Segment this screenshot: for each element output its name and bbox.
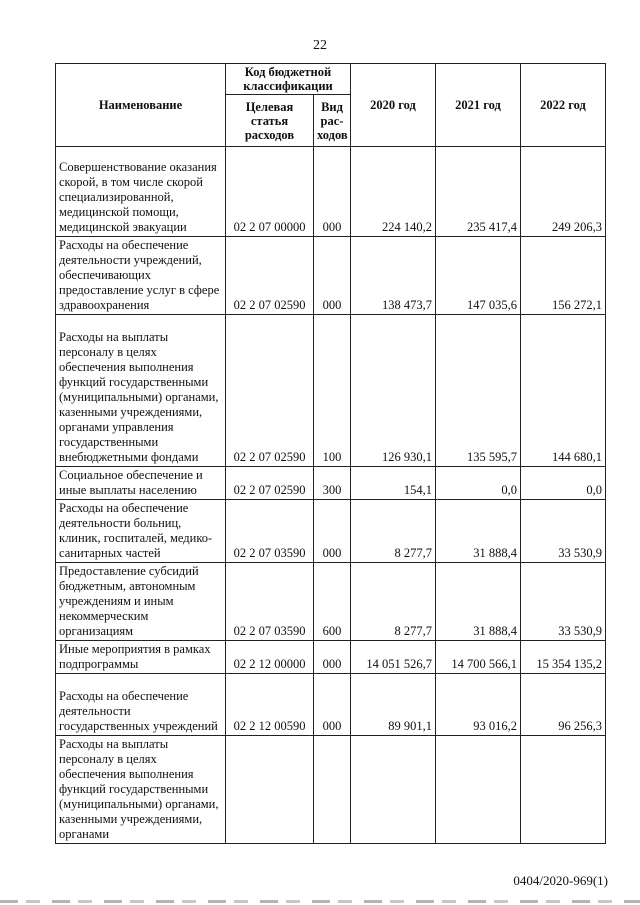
table-row [56, 315, 606, 467]
row-name: Расходы на выплаты персоналу в целях обеспечения выполнения функций государственными (муниципальными) органами, казенными учреждениями, органами управления государственными внебюджетными фондами [56, 315, 226, 467]
row-article: 02 2 07 02590 [226, 315, 314, 467]
header-name: Наименование [56, 64, 226, 147]
row-article: 02 2 07 02590 [226, 237, 314, 315]
row-article: 02 2 07 03590 [226, 500, 314, 563]
row-2020: 8 277,7 [351, 500, 436, 563]
row-name: Расходы на обеспечение деятельности государственных учреждений [56, 674, 226, 736]
row-2020 [351, 736, 436, 844]
header-classification-group: Код бюджетной классификации [226, 64, 351, 95]
row-name: Предоставление субсидий бюджетным, автономным учреждениям и иным некоммерческим организациям [56, 563, 226, 641]
row-2022 [521, 736, 606, 844]
row-2022: 249 206,3 [521, 147, 606, 237]
row-2022: 0,0 [521, 467, 606, 500]
row-name: Социальное обеспечение и иные выплаты населению [56, 467, 226, 500]
row-article: 02 2 12 00590 [226, 674, 314, 736]
row-2021: 235 417,4 [436, 147, 521, 237]
row-2022: 33 530,9 [521, 563, 606, 641]
table-row [56, 563, 606, 641]
row-2022: 15 354 135,2 [521, 641, 606, 674]
row-article: 02 2 07 00000 [226, 147, 314, 237]
row-2020: 126 930,1 [351, 315, 436, 467]
row-name: Расходы на обеспечение деятельности больниц, клиник, госпиталей, медико-санитарных частей [56, 500, 226, 563]
row-kind: 000 [314, 674, 351, 736]
row-2020: 154,1 [351, 467, 436, 500]
row-2021: 31 888,4 [436, 563, 521, 641]
table-row [56, 237, 606, 315]
row-2022: 96 256,3 [521, 674, 606, 736]
row-2020: 8 277,7 [351, 563, 436, 641]
row-kind: 000 [314, 500, 351, 563]
table-row [56, 500, 606, 563]
header-expense-kind: Вид рас-ходов [314, 95, 351, 147]
row-2021: 0,0 [436, 467, 521, 500]
row-kind: 000 [314, 147, 351, 237]
header-year-2021: 2021 год [436, 64, 521, 147]
row-name: Расходы на обеспечение деятельности учреждений, обеспечивающих предоставление услуг в сфере здравоохранения [56, 237, 226, 315]
page-number: 22 [313, 38, 327, 53]
row-name: Иные мероприятия в рамках подпрограммы [56, 641, 226, 674]
row-article: 02 2 07 03590 [226, 563, 314, 641]
row-kind [314, 736, 351, 844]
budget-table [55, 63, 606, 844]
row-name: Совершенствование оказания скорой, в том числе скорой специализированной, медицинской помощи, медицинской эвакуации [56, 147, 226, 237]
row-2021: 135 595,7 [436, 315, 521, 467]
row-2020: 14 051 526,7 [351, 641, 436, 674]
row-2021 [436, 736, 521, 844]
header-year-2022: 2022 год [521, 64, 606, 147]
table-row [56, 467, 606, 500]
header-year-2020: 2020 год [351, 64, 436, 147]
table-row [56, 674, 606, 736]
row-kind: 600 [314, 563, 351, 641]
row-2020: 224 140,2 [351, 147, 436, 237]
row-2022: 144 680,1 [521, 315, 606, 467]
row-article: 02 2 12 00000 [226, 641, 314, 674]
row-article [226, 736, 314, 844]
row-kind: 300 [314, 467, 351, 500]
row-2021: 14 700 566,1 [436, 641, 521, 674]
table-row [56, 641, 606, 674]
header-target-article: Целевая статья расходов [226, 95, 314, 147]
row-kind: 000 [314, 641, 351, 674]
row-kind: 000 [314, 237, 351, 315]
row-2021: 147 035,6 [436, 237, 521, 315]
row-2022: 33 530,9 [521, 500, 606, 563]
row-2020: 138 473,7 [351, 237, 436, 315]
row-2020: 89 901,1 [351, 674, 436, 736]
row-article: 02 2 07 02590 [226, 467, 314, 500]
table-row [56, 736, 606, 844]
scan-edge-artifact [0, 900, 640, 903]
document-code: 0404/2020-969(1) [513, 873, 608, 888]
row-2022: 156 272,1 [521, 237, 606, 315]
table-row [56, 147, 606, 237]
row-name: Расходы на выплаты персоналу в целях обеспечения выполнения функций государственными (муниципальными) органами, казенными учреждениями, органами [56, 736, 226, 844]
row-2021: 31 888,4 [436, 500, 521, 563]
row-kind: 100 [314, 315, 351, 467]
row-2021: 93 016,2 [436, 674, 521, 736]
